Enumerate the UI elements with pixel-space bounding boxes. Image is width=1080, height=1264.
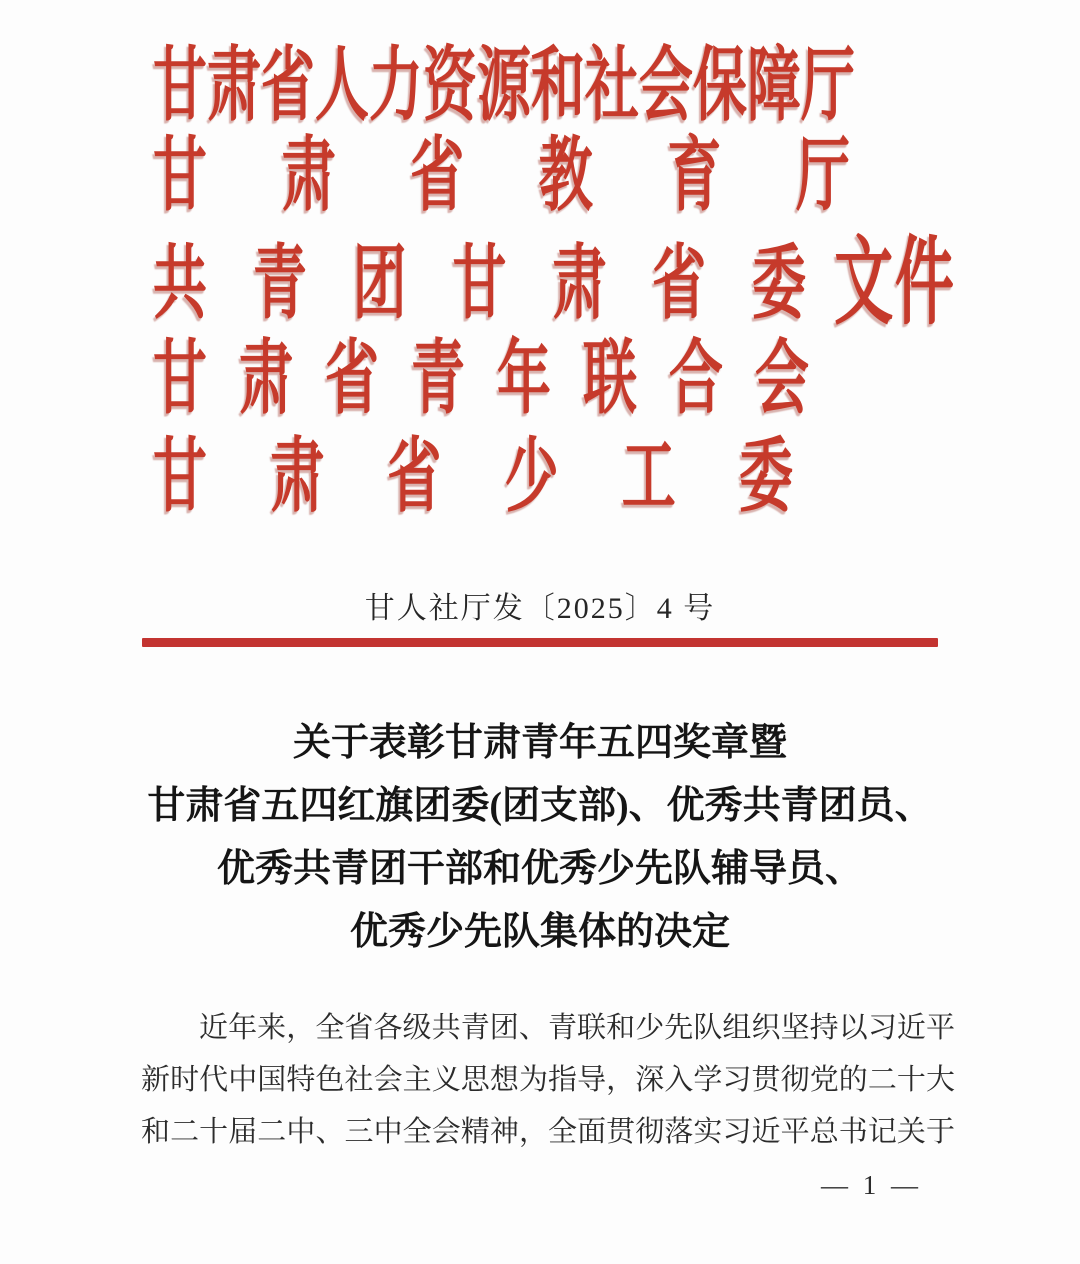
letterhead-character: 团 xyxy=(352,239,407,329)
letterhead-character: 育 xyxy=(667,131,722,221)
letterhead-character: 力 xyxy=(369,41,423,131)
body-line-3: 和二十届二中、三中全会精神，全面贯彻落实习近平总书记关于 xyxy=(141,1116,955,1148)
letterhead-character: 委 xyxy=(738,432,793,522)
letterhead-character: 省 xyxy=(387,432,442,522)
title-line-4: 优秀少先队集体的决定 xyxy=(349,911,730,953)
letterhead-character: 联 xyxy=(583,334,637,424)
body-paragraph xyxy=(141,1002,955,1158)
letterhead-character: 源 xyxy=(477,41,531,131)
letterhead-character: 会 xyxy=(755,334,809,424)
letterhead-character: 人 xyxy=(315,41,369,131)
letterhead-character: 省 xyxy=(652,239,707,329)
letterhead-line-hr-social-security-dept xyxy=(153,41,855,131)
letterhead-character: 肃 xyxy=(281,131,336,221)
letterhead-character: 和 xyxy=(531,41,585,131)
letterhead xyxy=(153,0,965,540)
document-number: 甘人社厅发〔2025〕4 号 xyxy=(364,592,716,625)
red-separator-rule xyxy=(142,638,938,647)
title-line-3: 优秀共青团干部和优秀少先队辅导员、 xyxy=(216,848,863,890)
letterhead-character: 会 xyxy=(639,41,693,131)
letterhead-character: 合 xyxy=(669,334,723,424)
letterhead-character: 肃 xyxy=(239,334,293,424)
letterhead-character: 委 xyxy=(751,239,806,329)
letterhead-line-education-dept xyxy=(153,131,850,221)
letterhead-character: 工 xyxy=(621,432,676,522)
letterhead-character: 青 xyxy=(252,239,307,329)
letterhead-character: 少 xyxy=(504,432,559,522)
letterhead-character: 教 xyxy=(538,131,593,221)
letterhead-character: 甘 xyxy=(153,432,207,522)
letterhead-character: 厅 xyxy=(795,131,850,221)
letterhead-character: 青 xyxy=(411,334,465,424)
letterhead-character: 甘 xyxy=(153,41,207,131)
letterhead-line-young-pioneers-committee xyxy=(153,433,793,521)
letterhead-character: 厅 xyxy=(801,41,855,131)
letterhead-character: 甘 xyxy=(452,239,507,329)
letterhead-character: 肃 xyxy=(552,239,607,329)
letterhead-character: 社 xyxy=(585,41,639,131)
letterhead-character: 甘 xyxy=(153,131,207,221)
letterhead-character: 省 xyxy=(325,334,379,424)
body-line-1: 近年来，全省各级共青团、青联和少先队组织坚持以习近平 xyxy=(199,1012,955,1044)
letterhead-wenjian-label: 文件 xyxy=(834,231,956,337)
letterhead-character: 省 xyxy=(410,131,465,221)
page-number: — 1 — xyxy=(821,1170,922,1200)
letterhead-character: 资 xyxy=(423,41,477,131)
letterhead-character: 保 xyxy=(693,41,747,131)
letterhead-character: 障 xyxy=(747,41,801,131)
letterhead-character: 共 xyxy=(153,239,207,329)
letterhead-character: 甘 xyxy=(153,334,207,424)
document-title xyxy=(0,712,1080,964)
letterhead-character: 省 xyxy=(261,41,315,131)
letterhead-character: 肃 xyxy=(207,41,261,131)
title-line-1: 关于表彰甘肃青年五四奖章暨 xyxy=(292,722,787,764)
letterhead-character: 肃 xyxy=(270,432,325,522)
letterhead-character: 年 xyxy=(497,334,551,424)
letterhead-line-youth-federation xyxy=(153,334,809,424)
body-line-2: 新时代中国特色社会主义思想为指导，深入学习贯彻党的二十大 xyxy=(141,1064,955,1096)
title-line-2: 甘肃省五四红旗团委(团支部)、优秀共青团员、 xyxy=(147,785,933,827)
